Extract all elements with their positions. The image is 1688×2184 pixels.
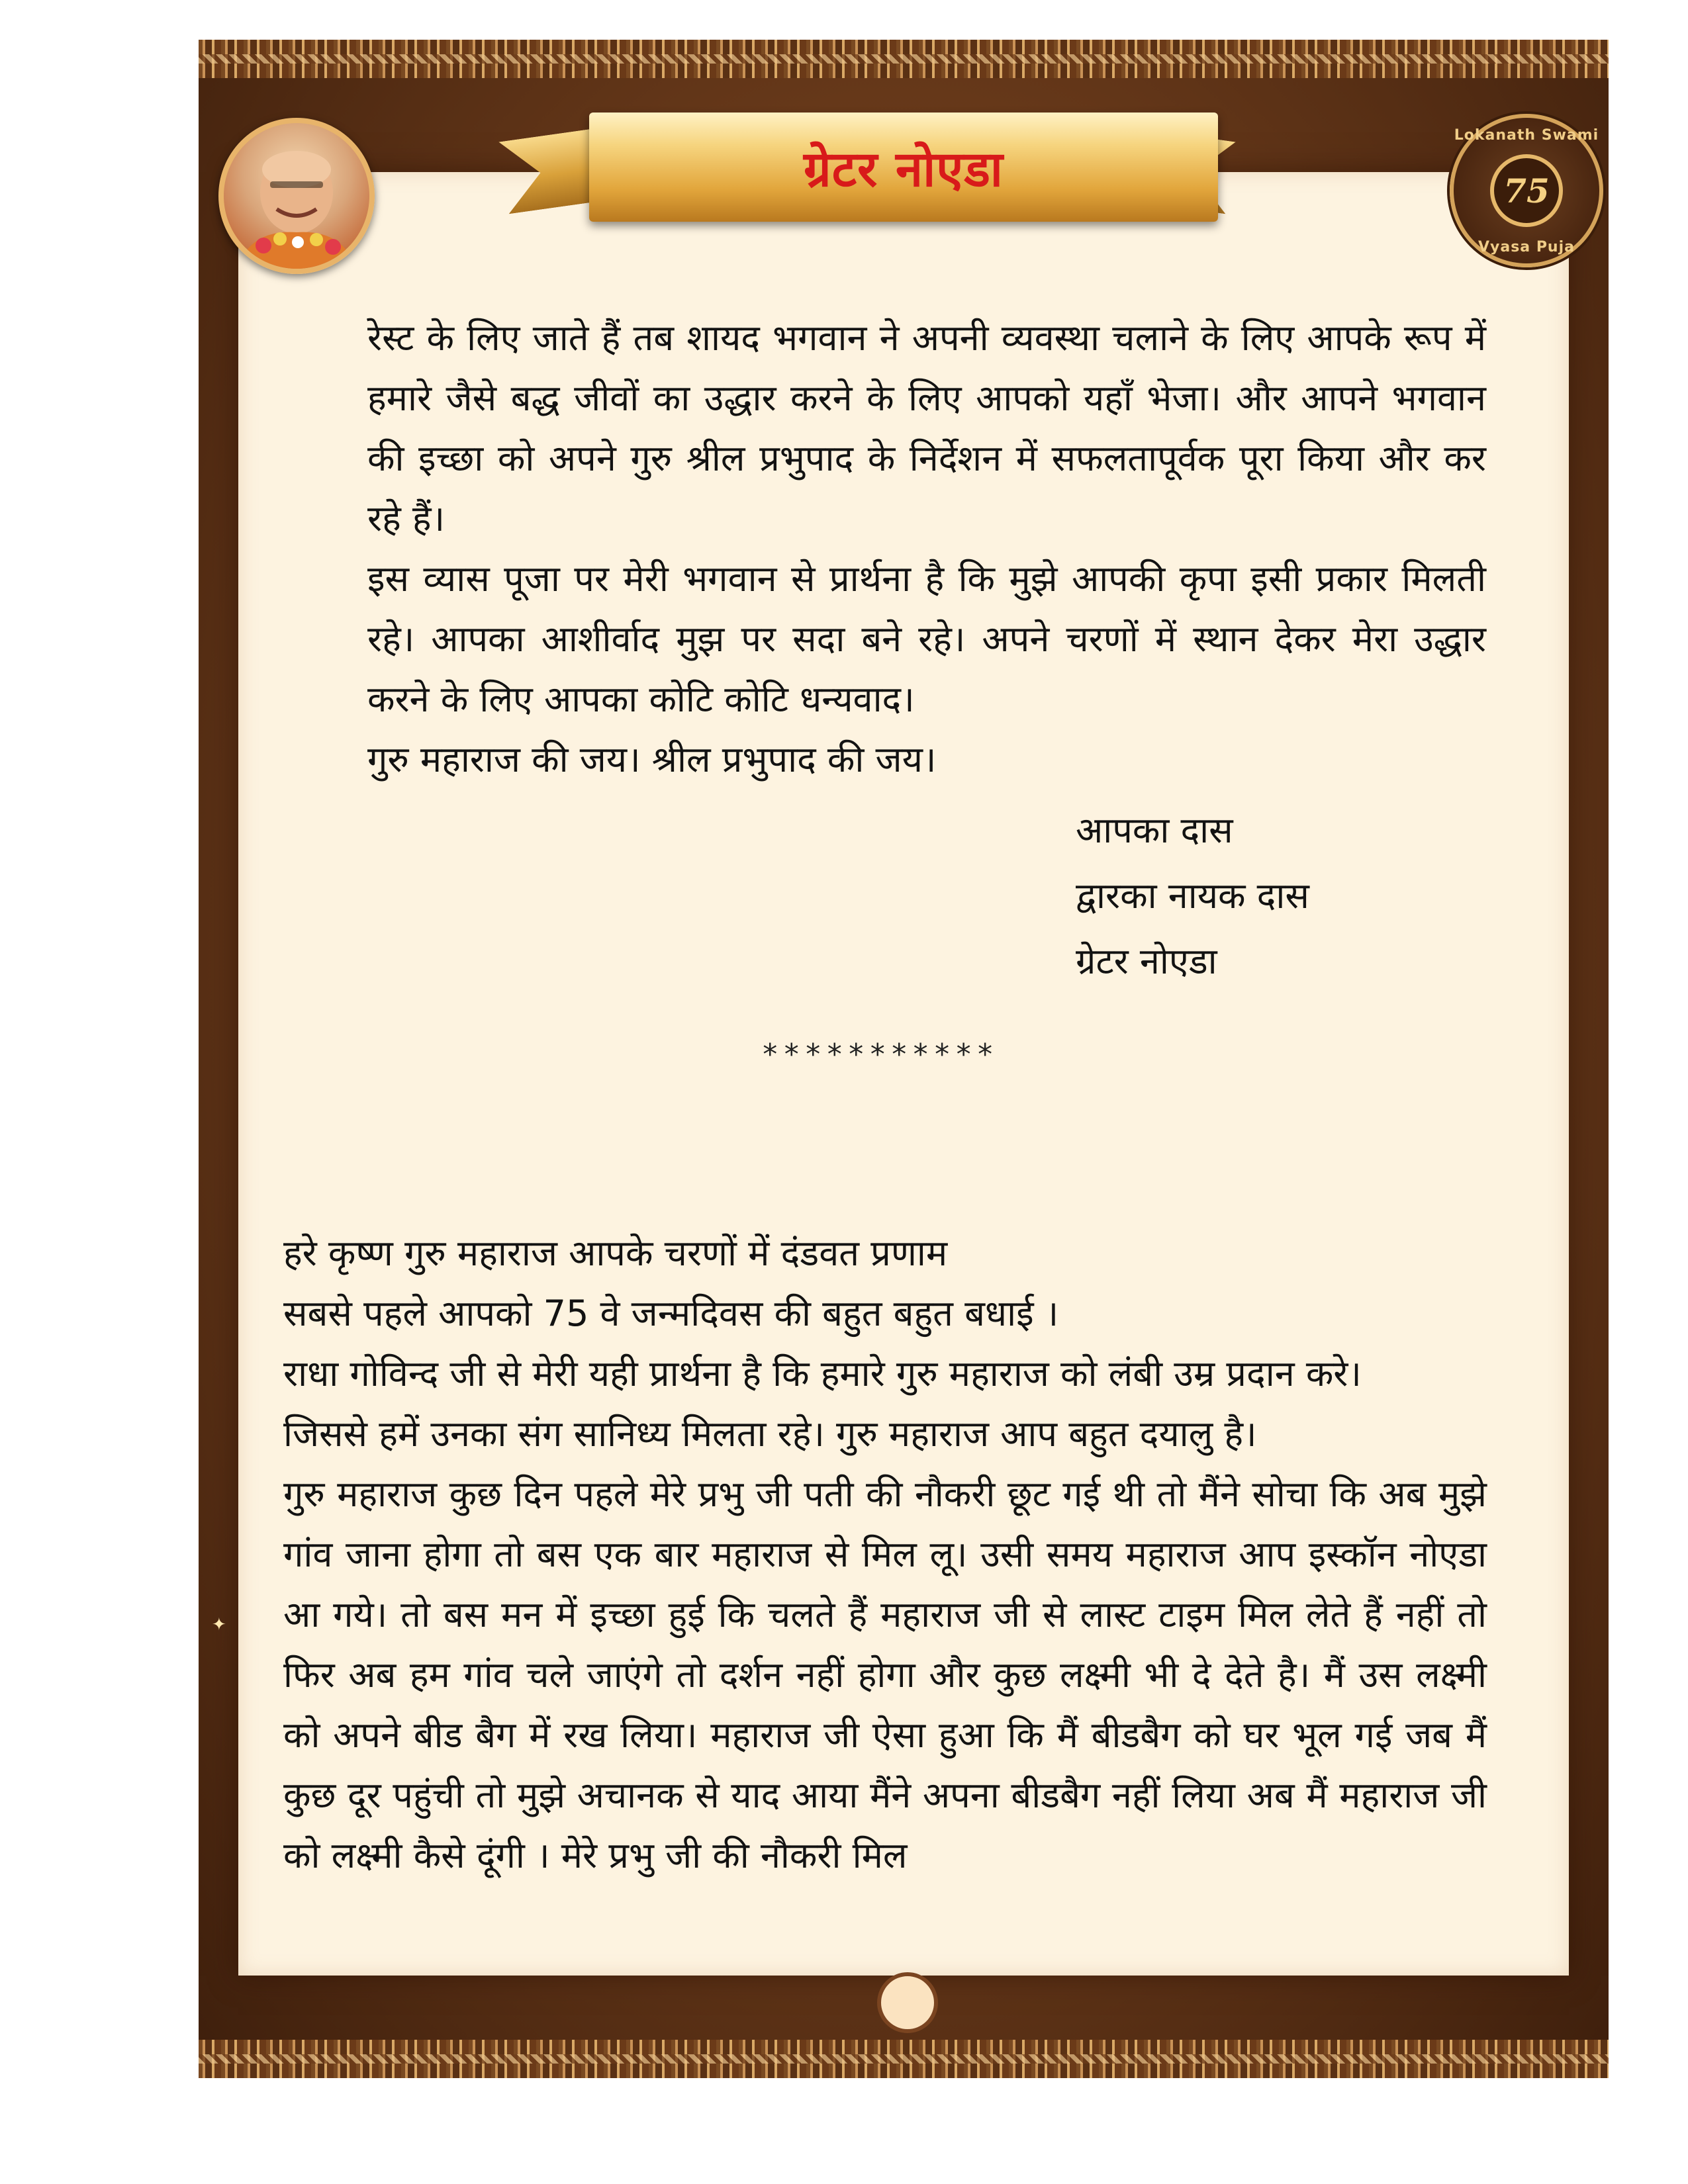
guru-portrait-photo [218,118,375,274]
letter-1-paragraph: इस व्यास पूजा पर मेरी भगवान से प्रार्थना है कि मुझे आपकी कृपा इसी प्रकार मिलती रहे। आपका आशीर्वाद मुझ पर सदा बने रहे। अपने चरणों में स्थान देकर मेरा उद्धार करने के लिए आपका कोटि कोटि धन्यवाद। [367,558,1486,720]
ornament-circle [877,1972,938,2033]
vyasa-puja-75-badge [1450,114,1603,267]
letter-2-paragraph: हरे कृष्ण गुरु महाराज आपके चरणों में दंडवत प्रणाम [283,1232,948,1274]
signature-line: द्वारका नायक दास [1076,875,1309,917]
badge-top-text: Lokanath Swami [1454,127,1599,144]
letter-2-paragraph: राधा गोविन्द जी से मेरी यही प्रार्थना है कि हमारे गुरु महाराज को लंबी उम्र प्रदान करे। [283,1353,1362,1394]
badge-number: 75 [1503,171,1550,210]
letter-1-paragraph: रेस्ट के लिए जाते हैं तब शायद भगवान ने अपनी व्यवस्था चलाने के लिए आपके रूप में हमारे जैसे बद्ध जीवों का उद्धार करने के लिए आपको यहाँ भेजा। और आपने भगवान की इच्छा को अपने गुरु श्रील प्रभुपाद के निर्देशन में सफलतापूर्वक पूरा किया और कर रहे हैं। [367,317,1486,539]
letter-2-paragraph: जिससे हमें उनका संग सानिध्य मिलता रहे। गुरु महाराज आप बहुत दयालु है। [283,1413,1257,1455]
letter-2-paragraph: गुरु महाराज कुछ दिन पहले मेरे प्रभु जी पती की नौकरी छूट गई थी तो मैंने सोचा कि अब मुझे गांव जाना होगा तो बस एक बार महाराज से मिल लू। उसी समय महाराज आप इस्कॉन नोएडा आ गये। तो बस मन में इच्छा हुई कि चलते हैं महाराज जी से लास्ट टाइम मिल लेते हैं नहीं तो फिर अब हम गांव चले जाएंगे तो दर्शन नहीं होगा और कुछ लक्ष्मी भी दे देते है। मैं उस लक्ष्मी को अपने बीड बैग में रख लिया। महाराज जी ऐसा हुआ कि मैं बीडबैग को घर भूल गई जब मैं कुछ दूर पहुंची तो मुझे अचानक से याद आया मैंने अपना बीडबैग नहीं लिया अब मैं महाराज जी को लक्ष्मी कैसे दूंगी । मेरे प्रभु जी की नौकरी मिल [283,1473,1487,1876]
letter-2-body [283,1223,1487,1886]
decorative-border-bottom [199,2040,1609,2078]
decorative-border-top [199,40,1609,78]
signature-line: आपका दास [1076,809,1233,851]
letter-2-paragraph: सबसे पहले आपको 75 वे जन्मदिवस की बहुत बहुत बधाई । [283,1293,1059,1334]
letter-1-signature [1076,797,1309,994]
title-banner [589,113,1218,222]
letter-1-paragraph: गुरु महाराज की जय। श्रील प्रभुपाद की जय। [367,739,937,780]
signature-line: ग्रेटर नोएडा [1076,940,1217,982]
sparkle-icon: ✦ [212,1615,226,1635]
letter-1-body [367,308,1486,790]
badge-number-ring [1490,154,1563,227]
section-separator: *********** [761,1038,998,1071]
page-title: ग्रेटर नोएडा [804,141,1004,198]
badge-bottom-text: Vyasa Puja [1478,239,1575,255]
